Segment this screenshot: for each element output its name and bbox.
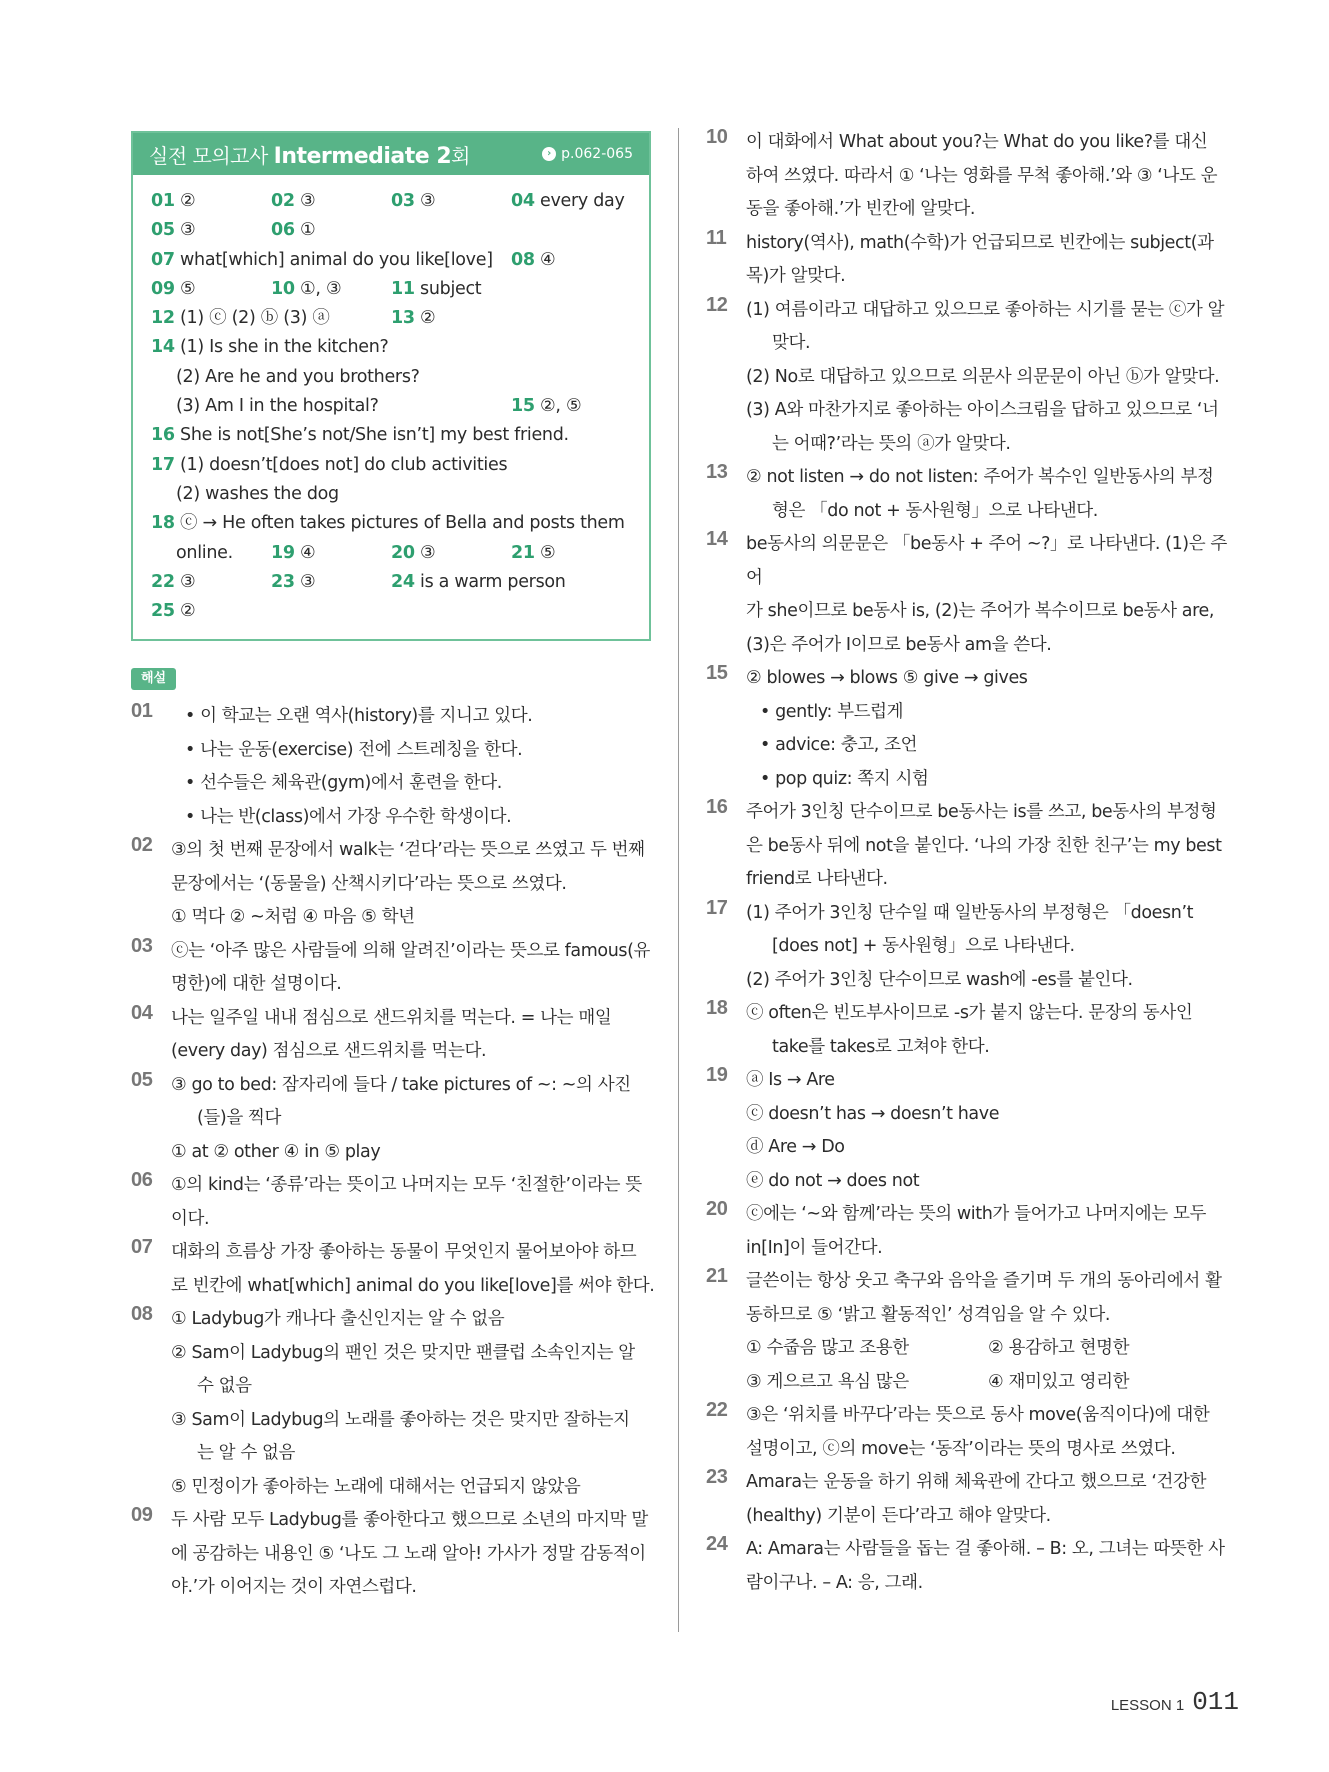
explanation-line: ② blowes → blows ⑤ give → gives: [746, 668, 1028, 688]
explanation-number: 16: [706, 796, 728, 818]
explanation-line: in[In]이 들어간다.: [746, 1237, 883, 1258]
explanation-line: (1) 주어가 3인칭 단수일 때 일반동사의 부정형은 「doesn’t: [746, 902, 1194, 923]
explanation-line: ② 용감하고 현명한: [988, 1338, 1130, 1358]
explanation-line: 문장에서는 ‘(동물을) 산책시키다’라는 뜻으로 쓰였다.: [171, 873, 567, 894]
explanation-line: • pop quiz: 쪽지 시험: [760, 768, 929, 789]
explanation-line: 람이구나. – A: 응, 그래.: [746, 1572, 923, 1593]
answer-number: 03: [391, 191, 415, 211]
explanation-line: 로 빈칸에 what[which] animal do you like[love]를 써야 한다.: [171, 1275, 655, 1296]
explanation-item: [706, 126, 1238, 227]
explanation-number: 15: [706, 662, 728, 684]
explanation-line: ④ 재미있고 영리한: [988, 1371, 1130, 1392]
explanation-item: [131, 1303, 659, 1504]
page-reference: › p.062-065: [542, 146, 633, 162]
explanation-item: [706, 997, 1238, 1064]
explanation-number: 08: [131, 1303, 153, 1325]
explanation-item: [706, 1533, 1238, 1600]
explanation-item: [706, 796, 1238, 897]
explanation-number: 18: [706, 997, 728, 1019]
explanation-number: 23: [706, 1466, 728, 1488]
explanations-left: [131, 700, 659, 1605]
explanation-line: 가 she이므로 be동사 is, (2)는 주어가 복수이므로 be동사 are,: [746, 601, 1215, 621]
explanation-number: 02: [131, 834, 153, 856]
explanation-line: ⓐ Is → Are: [746, 1070, 835, 1090]
explanation-line: ⓔ do not → does not: [746, 1170, 920, 1191]
explanation-item: [706, 461, 1238, 528]
explanation-line: ①의 kind는 ‘종류’라는 뜻이고 나머지는 모두 ‘친절한’이라는 뜻: [171, 1175, 642, 1195]
explanation-item: [131, 1236, 659, 1303]
explanation-line: (들)을 찍다: [197, 1108, 282, 1128]
explanation-line: ⑤ 민정이가 좋아하는 노래에 대해서는 언급되지 않았음: [171, 1476, 581, 1497]
answer-key-title: 실전 모의고사 Intermediate 2회: [149, 143, 470, 169]
column-divider: [678, 128, 679, 1632]
explanation-line: 이다.: [171, 1208, 210, 1229]
explanation-number: 01: [131, 700, 153, 722]
explanation-number: 06: [131, 1169, 153, 1191]
explanation-number: 20: [706, 1198, 728, 1220]
explanation-line: • 이 학교는 오랜 역사(history)를 지니고 있다.: [185, 706, 533, 726]
explanation-item: [706, 528, 1238, 662]
explanation-number: 04: [131, 1001, 153, 1024]
explanation-line: ③ go to bed: 잠자리에 들다 / take pictures of ~: ~의 사진: [171, 1074, 631, 1095]
arrow-right-icon: ›: [542, 147, 556, 161]
explanation-line: ③ 게으르고 욕심 많은: [746, 1371, 909, 1392]
explanation-line: ② Sam이 Ladybug의 팬인 것은 맞지만 팬클럽 소속인지는 알: [171, 1342, 635, 1363]
answer-value: ③: [300, 191, 316, 211]
explanations-right: [706, 126, 1238, 1600]
explanation-line: ① at ② other ④ in ⑤ play: [171, 1141, 381, 1162]
explanation-line: 동을 좋아해.’가 빈칸에 알맞다.: [746, 199, 976, 219]
explanation-line: ⓒ에는 ‘~와 함께’라는 뜻의 with가 들어가고 나머지에는 모두: [746, 1204, 1206, 1224]
explanation-item: [706, 662, 1238, 796]
explanation-item: [131, 1504, 659, 1605]
explanation-line: ① Ladybug가 캐나다 출신인지는 알 수 없음: [171, 1309, 505, 1329]
explanation-number: 22: [706, 1399, 728, 1421]
explanation-line: be동사의 의문문은 「be동사 + 주어 ~?」로 나타낸다. (1)은 주어: [746, 534, 1227, 588]
explanation-item: [131, 1169, 659, 1236]
answer-key-list: 01 ② 02 ③ 03 ③ 04 every day 05 ③ 06 ① 07 what[which] animal do you like[love] 08 ④ 09 ⑤ 10 ①, ③ 11 subject 12 (1) ⓒ (2) ⓑ (3) ⓐ 13 ② 14 (1) Is she in the kitchen? (2) Are he and you brothers? (3) Am I in the hospital? 15 ②, ⑤ 16 She is not[She’s not/She isn’t] my best friend. 17 (1) doesn’t[does not] do club activities (2) washes the dog 18 ⓒ → He often takes pictures of Bella and posts them online. 19 ④ 20 ③ 21 ⑤ 22 ③ 23 ③ 24 is a warm person 25 ②: [151, 191, 625, 622]
explanation-line: • 선수들은 체육관(gym)에서 훈련을 한다.: [185, 773, 502, 793]
explanation-item: [131, 1069, 659, 1170]
explanation-number: 03: [131, 934, 153, 957]
explanation-line: 는 어때?’라는 뜻의 ⓐ가 알맞다.: [772, 433, 1011, 454]
explanation-number: 05: [131, 1068, 153, 1091]
explanation-line: [does not] + 동사원형」으로 나타낸다.: [772, 936, 1075, 956]
explanation-number: 21: [706, 1265, 728, 1287]
explanation-line: 동하므로 ⑤ ‘밝고 활동적인’ 성격임을 알 수 있다.: [746, 1304, 1111, 1325]
explanation-line: ① 먹다 ② ~처럼 ④ 마음 ⑤ 학년: [171, 907, 415, 927]
answer-number: 04: [511, 191, 535, 211]
explanation-item: [706, 1198, 1238, 1265]
explanation-number: 09: [131, 1504, 153, 1526]
explanation-line: 형은 「do not + 동사원형」으로 나타낸다.: [772, 500, 1098, 521]
explanation-item: [131, 834, 659, 935]
answer-number: 02: [271, 191, 295, 211]
explanation-line: (3)은 주어가 I이므로 be동사 am을 쓴다.: [746, 634, 1052, 655]
explanation-line: • advice: 충고, 조언: [760, 735, 918, 755]
explanation-line: 은 be동사 뒤에 not을 붙인다. ‘나의 가장 친한 친구’는 my best: [746, 835, 1222, 856]
answer-value: ③: [420, 191, 436, 211]
explanation-badge: 해설: [131, 668, 176, 690]
explanation-line: 명한)에 대한 설명이다.: [171, 974, 342, 994]
explanation-number: 12: [706, 293, 728, 316]
explanation-line: (1) 여름이라고 대답하고 있으므로 좋아하는 시기를 묻는 ⓒ가 알: [746, 299, 1225, 320]
explanation-line: A: Amara는 사람들을 돕는 걸 좋아해. – B: 오, 그녀는 따뜻한 사: [746, 1539, 1225, 1559]
explanation-line: 야.’가 이어지는 것이 자연스럽다.: [171, 1577, 417, 1597]
explanation-line: • 나는 운동(exercise) 전에 스트레칭을 한다.: [185, 739, 523, 760]
explanation-number: 07: [131, 1236, 153, 1258]
answer-key-header: [133, 133, 649, 175]
explanation-line: (2) 주어가 3인칭 단수이므로 wash에 -es를 붙인다.: [746, 969, 1133, 990]
explanation-item: [706, 897, 1238, 998]
explanation-number: 19: [706, 1064, 728, 1086]
page-footer: [1110, 1687, 1239, 1717]
explanation-line: history(역사), math(수학)가 언급되므로 빈칸에는 subject(과: [746, 232, 1214, 253]
page-number: 011: [1192, 1687, 1239, 1717]
explanation-item: [706, 1265, 1238, 1399]
explanation-line: (2) No로 대답하고 있으므로 의문사 의문문이 아닌 ⓑ가 알맞다.: [746, 366, 1220, 387]
explanation-line: ⓓ Are → Do: [746, 1137, 845, 1157]
answer-value: ②: [180, 191, 196, 211]
explanation-line: 는 알 수 없음: [197, 1443, 296, 1463]
explanation-line: 설명이고, ⓒ의 move는 ‘동작’이라는 뜻의 명사로 쓰였다.: [746, 1438, 1176, 1459]
explanation-line: 맞다.: [772, 333, 811, 353]
explanation-number: 14: [706, 528, 728, 550]
explanation-number: 17: [706, 896, 728, 919]
explanation-line: 두 사람 모두 Ladybug를 좋아한다고 했으므로 소년의 마지막 말: [171, 1510, 648, 1530]
explanation-line: • gently: 부드럽게: [760, 701, 904, 722]
explanation-line: ③의 첫 번째 문장에서 walk는 ‘걷다’라는 뜻으로 쓰였고 두 번째: [171, 840, 645, 860]
explanation-item: [131, 1002, 659, 1069]
explanation-line: (healthy) 기분이 든다’라고 해야 알맞다.: [746, 1505, 1051, 1526]
explanation-line: ② not listen → do not listen: 주어가 복수인 일반동사의 부정: [746, 467, 1214, 487]
explanation-line: 주어가 3인칭 단수이므로 be동사는 is를 쓰고, be동사의 부정형: [746, 802, 1217, 822]
explanation-line: take를 takes로 고쳐야 한다.: [772, 1036, 990, 1057]
explanation-item: [131, 935, 659, 1002]
explanation-line: ① 수줍음 많고 조용한: [746, 1338, 909, 1358]
explanation-line: ⓒ often은 빈도부사이므로 -s가 붙지 않는다. 문장의 동사인: [746, 1003, 1193, 1023]
explanation-line: (3) A와 마찬가지로 좋아하는 아이스크림을 답하고 있으므로 ‘너: [746, 400, 1219, 420]
explanation-line: 글쓴이는 항상 웃고 축구와 음악을 즐기며 두 개의 동아리에서 활: [746, 1271, 1222, 1291]
explanation-item: [706, 1399, 1238, 1466]
explanation-item: [706, 227, 1238, 294]
explanation-line: Amara는 운동을 하기 위해 체육관에 간다고 했으므로 ‘건강한: [746, 1472, 1207, 1492]
explanation-line: 수 없음: [197, 1376, 252, 1396]
answer-value: every day: [540, 191, 625, 211]
explanation-line: ③은 ‘위치를 바꾸다’라는 뜻으로 동사 move(움직이다)에 대한: [746, 1405, 1210, 1425]
lesson-label: LESSON 1: [1110, 1697, 1185, 1714]
explanation-line: 이 대화에서 What about you?는 What do you like?를 대신: [746, 132, 1208, 152]
explanation-number: 24: [706, 1533, 728, 1555]
explanation-number: 11: [706, 226, 727, 249]
explanation-line: • 나는 반(class)에서 가장 우수한 학생이다.: [185, 806, 512, 827]
explanation-item: [706, 294, 1238, 462]
explanation-line: ③ Sam이 Ladybug의 노래를 좋아하는 것은 맞지만 잘하는지: [171, 1409, 630, 1430]
explanation-item: [706, 1064, 1238, 1198]
explanation-item: [706, 1466, 1238, 1533]
explanation-number: 13: [706, 461, 728, 483]
explanation-line: ⓒ는 ‘아주 많은 사람들에 의해 알려진’이라는 뜻으로 famous(유: [171, 940, 651, 961]
explanation-line: (every day) 점심으로 샌드위치를 먹는다.: [171, 1041, 487, 1061]
answer-number: 01: [151, 191, 175, 211]
explanation-line: 나는 일주일 내내 점심으로 샌드위치를 먹는다. = 나는 매일: [171, 1007, 612, 1028]
explanation-line: 하여 쓰였다. 따라서 ① ‘나는 영화를 무척 좋아해.’와 ③ ‘나도 운: [746, 165, 1218, 186]
explanation-line: ⓒ doesn’t has → doesn’t have: [746, 1103, 1000, 1124]
explanation-line: 목)가 알맞다.: [746, 266, 846, 286]
explanation-line: friend로 나타낸다.: [746, 869, 888, 889]
explanation-line: 대화의 흐름상 가장 좋아하는 동물이 무엇인지 물어보아야 하므: [171, 1242, 637, 1262]
explanation-line: 에 공감하는 내용인 ⑤ ‘나도 그 노래 알아! 가사가 정말 감동적이: [171, 1543, 646, 1564]
explanation-number: 10: [706, 126, 728, 148]
answer-key-box: [131, 131, 651, 641]
explanation-item: [131, 700, 659, 834]
